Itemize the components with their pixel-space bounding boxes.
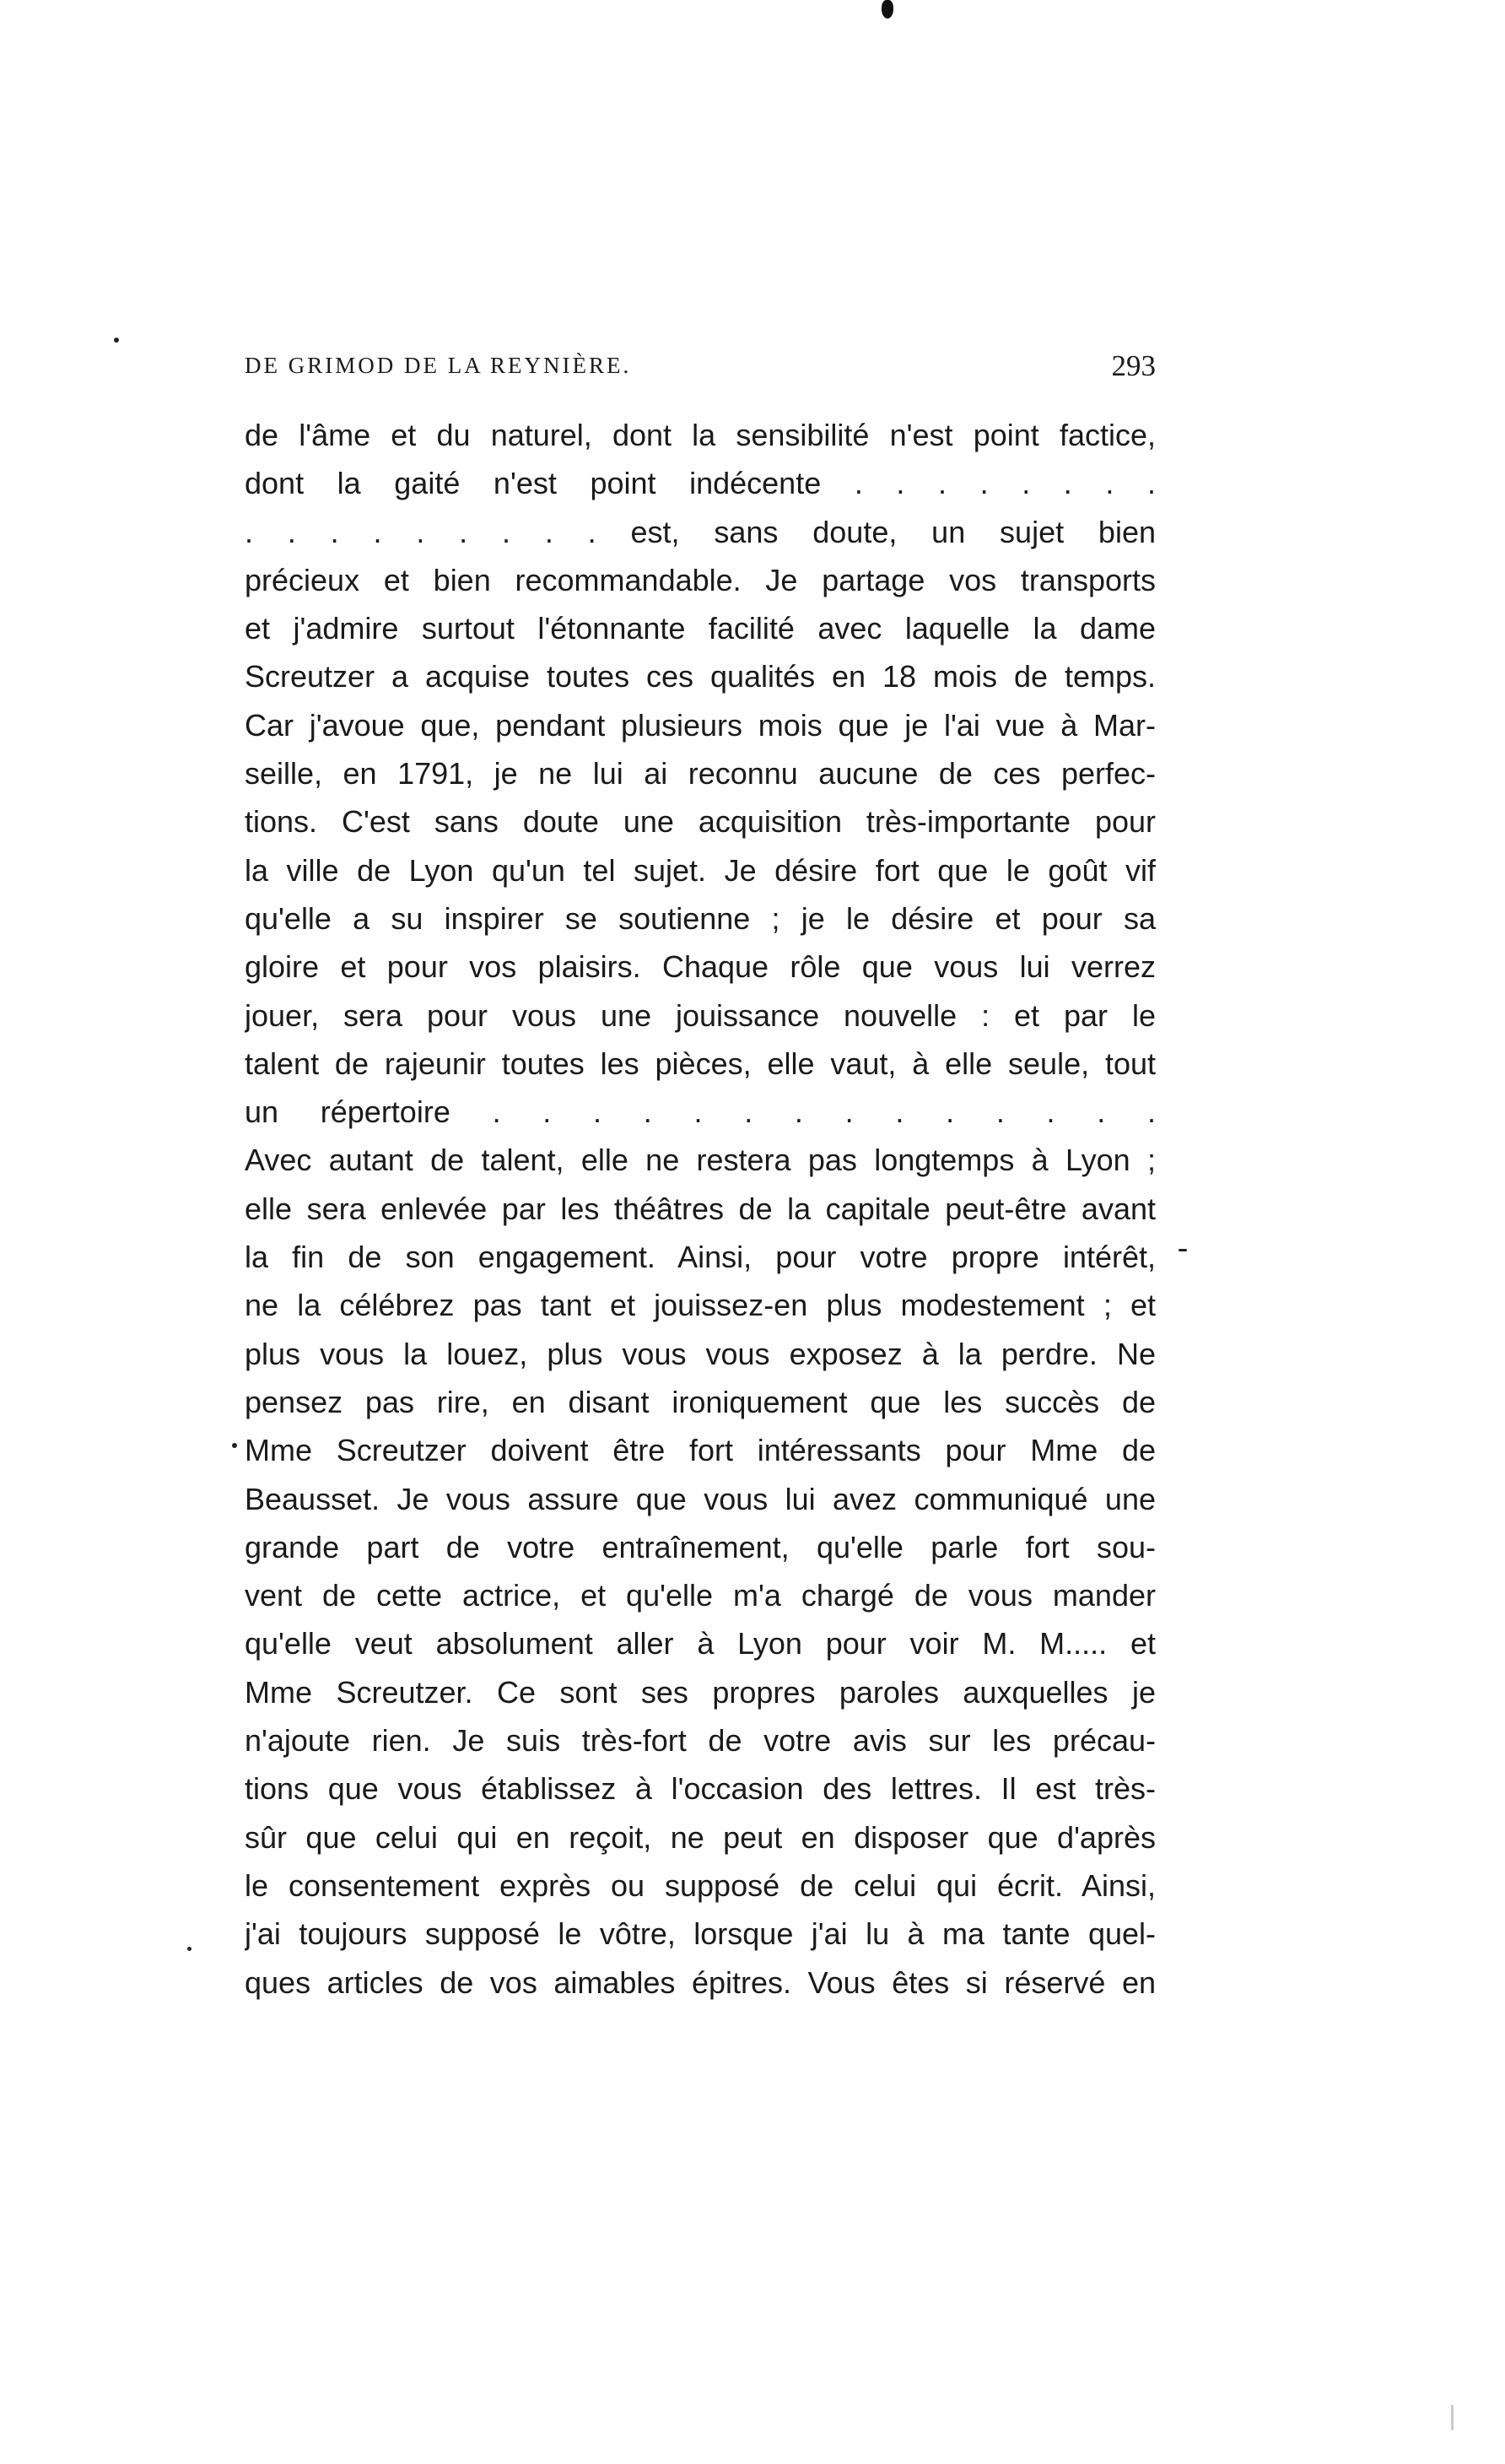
text-line: . . . . . . . . . est, sans doute, un sujet bien	[245, 514, 1156, 549]
text-line: ques articles de vos aimables épitres. Vous êtes si réservé en	[245, 1964, 1156, 2000]
text-line: le consentement exprès ou supposé de celui qui écrit. Ainsi,	[245, 1867, 1156, 1903]
text-line: n'ajoute rien. Je suis très-fort de votre avis sur les précau-	[245, 1723, 1156, 1759]
ink-blot	[882, 0, 893, 19]
margin-speck	[114, 338, 119, 343]
text-line: un répertoire . . . . . . . . . . . . . .	[245, 1094, 1156, 1130]
margin-speck	[232, 1443, 237, 1448]
text-line: et j'admire surtout l'étonnante facilité avec laquelle la dame	[245, 611, 1156, 646]
margin-speck	[187, 1947, 191, 1951]
text-line: qu'elle veut absolument aller à Lyon pour voir M. M..... et	[245, 1626, 1156, 1662]
text-line: sûr que celui qui en reçoit, ne peut en disposer que d'après	[245, 1819, 1156, 1855]
page-header	[0, 349, 1156, 403]
text-line: j'ai toujours supposé le vôtre, lorsque j'ai lu à ma tante quel-	[245, 1916, 1156, 1952]
text-line: talent de rajeunir toutes les pièces, elle vaut, à elle seule, tout	[245, 1046, 1156, 1081]
text-line: de l'âme et du naturel, dont la sensibilité n'est point factice,	[245, 418, 1156, 452]
margin-speck	[1451, 2405, 1454, 2430]
text-line: précieux et bien recommandable. Je partage vos transports	[245, 562, 1156, 597]
text-line: vent de cette actrice, et qu'elle m'a chargé de vous mander	[245, 1578, 1156, 1613]
text-line: qu'elle a su inspirer se soutienne ; je le désire et pour sa	[245, 900, 1156, 936]
text-line: tions. C'est sans doute une acquisition très-importante pour	[245, 804, 1156, 840]
text-line: seille, en 1791, je ne lui ai reconnu aucune de ces perfec-	[245, 756, 1156, 792]
page-number: 293	[1111, 349, 1156, 382]
text-line: Beausset. Je vous assure que vous lui avez communiqué une	[245, 1481, 1156, 1516]
running-title: DE GRIMOD DE LA REYNIÈRE.	[245, 353, 632, 378]
text-line: elle sera enlevée par les théâtres de la capitale peut-être avant	[245, 1191, 1156, 1226]
text-line: Mme Screutzer doivent être fort intéressants pour Mme de	[245, 1433, 1156, 1468]
text-line: Avec autant de talent, elle ne restera pas longtemps à Lyon ;	[245, 1143, 1156, 1178]
text-line: grande part de votre entraînement, qu'elle parle fort sou-	[245, 1529, 1156, 1564]
body-text	[245, 411, 1156, 2007]
text-line: Car j'avoue que, pendant plusieurs mois que je l'ai vue à Mar-	[245, 707, 1156, 743]
text-line: jouer, sera pour vous une jouissance nouvelle : et par le	[245, 997, 1156, 1033]
text-line: Mme Screutzer. Ce sont ses propres paroles auxquelles je	[245, 1674, 1156, 1710]
text-line: ne la célébrez pas tant et jouissez-en plus modestement ; et	[245, 1288, 1156, 1323]
text-line: la fin de son engagement. Ainsi, pour votre propre intérêt,	[245, 1240, 1156, 1275]
text-line: Screutzer a acquise toutes ces qualités en 18 mois de temps.	[245, 659, 1156, 694]
text-line: plus vous la louez, plus vous vous exposez à la perdre. Ne	[245, 1336, 1156, 1371]
text-line: la ville de Lyon qu'un tel sujet. Je désire fort que le goût vif	[245, 852, 1156, 888]
text-line: gloire et pour vos plaisirs. Chaque rôle que vous lui verrez	[245, 949, 1156, 985]
text-line: pensez pas rire, en disant ironiquement que les succès de	[245, 1384, 1156, 1419]
text-line: dont la gaité n'est point indécente . . . . . . . .	[245, 466, 1156, 501]
margin-speck	[1179, 1249, 1187, 1251]
text-line: tions que vous établissez à l'occasion des lettres. Il est très-	[245, 1771, 1156, 1807]
